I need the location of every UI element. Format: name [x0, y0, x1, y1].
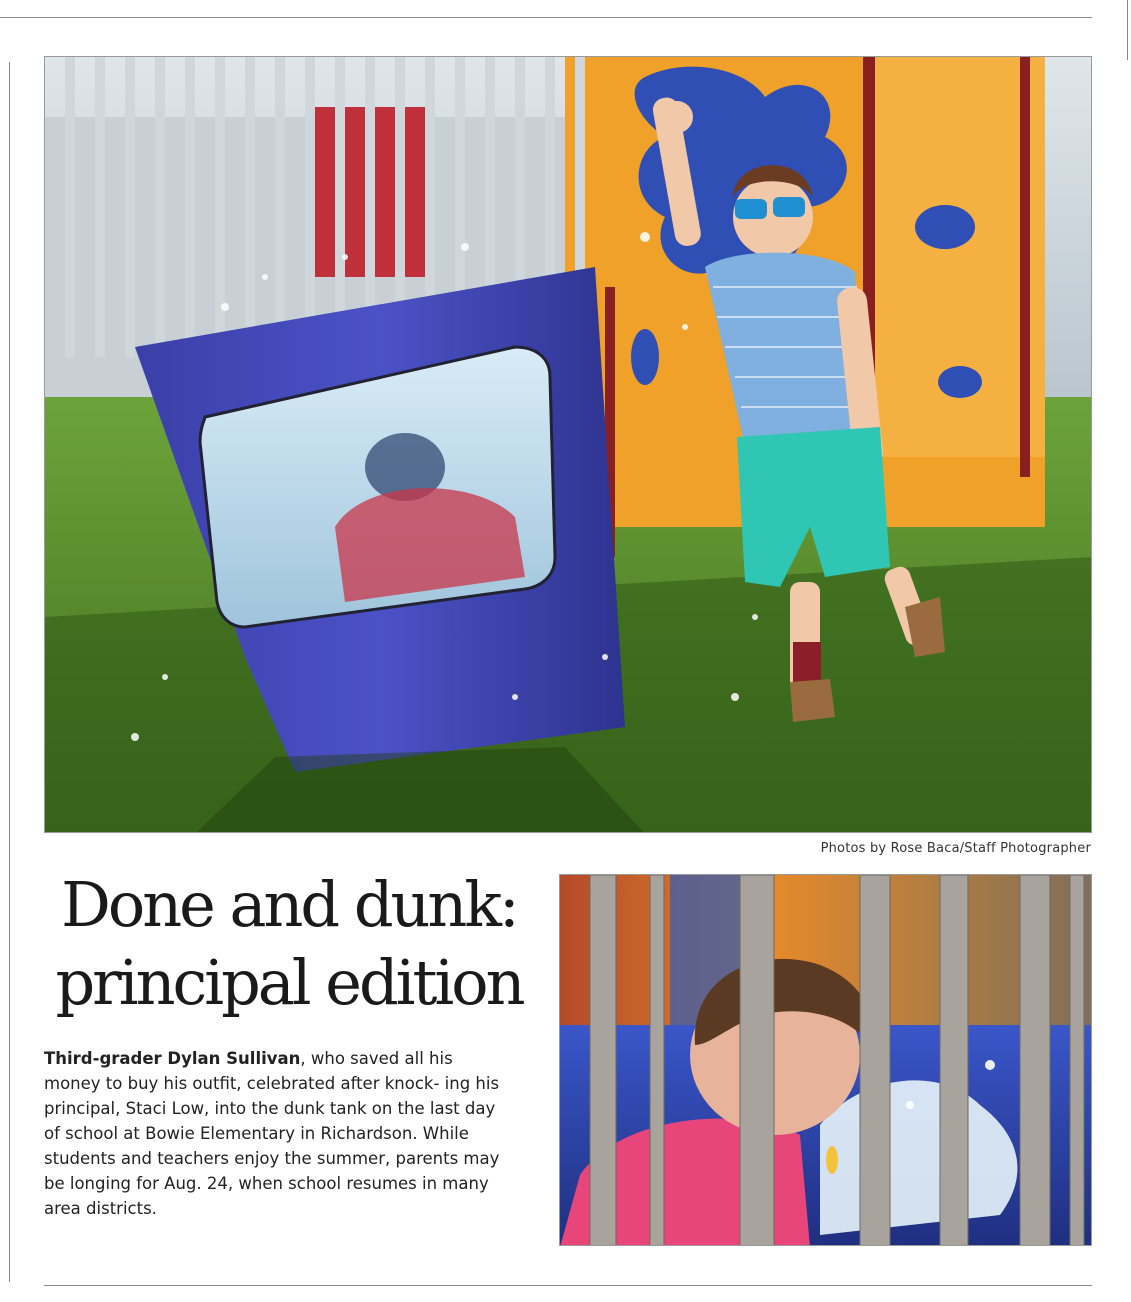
headline	[44, 866, 534, 1022]
caption-body: , who saved all his money to buy his outfit, celebrated after knock- ing his principal, Staci Low, into the dunk tank on the last day of school at Bowie Elementary in Richardson. While students and teachers enjoy the summer, parents may be longing for Aug. 24, when school resumes in many area districts.	[44, 1049, 500, 1218]
headline-line-1: Done and dunk:	[61, 868, 517, 941]
top-rule	[0, 17, 1092, 18]
photo-credit: Photos by Rose Baca/Staff Photographer	[820, 841, 1091, 856]
headline-line-2: principal edition	[55, 946, 523, 1019]
left-margin-rule	[9, 62, 10, 1282]
caption-lead: Third-grader Dylan Sullivan	[44, 1049, 301, 1068]
dunk-tank-celebration-image	[45, 57, 1092, 833]
bottom-rule	[44, 1285, 1092, 1286]
right-margin-rule	[1127, 0, 1128, 60]
main-photo	[44, 56, 1092, 833]
photo-caption	[44, 1046, 514, 1221]
secondary-photo	[559, 874, 1092, 1246]
principal-dunked-image	[560, 875, 1092, 1246]
